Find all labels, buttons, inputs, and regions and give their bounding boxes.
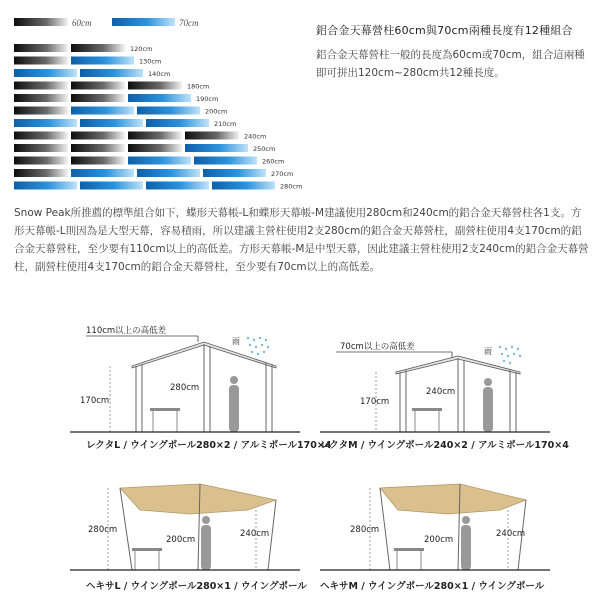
recta-l-caption: レクタL / ウイングポール280×2 / アルミポール170×4 xyxy=(86,440,332,451)
bar-segment-70cm xyxy=(14,119,77,127)
bar-segment-60cm xyxy=(71,82,125,90)
bar-segment-70cm xyxy=(185,144,248,152)
rain-drops-icon xyxy=(499,346,521,364)
rain-label: 雨 xyxy=(484,347,492,356)
pole xyxy=(268,500,276,570)
bar-segment-70cm xyxy=(203,169,266,177)
bar-segment-60cm xyxy=(14,94,68,102)
bar-segment-60cm xyxy=(14,44,68,52)
sub-pole-length: 170cm xyxy=(360,397,390,407)
legend-label-70cm: 70cm xyxy=(179,18,199,28)
bar-segment-70cm xyxy=(128,157,191,165)
bar-segment-70cm xyxy=(71,169,134,177)
recommendation-paragraph: Snow Peak所推薦的標準組合如下，蝶形天幕帳-L和蝶形天幕帳-M建議使用280cm和240cm的鋁合金天幕營柱各1支。方形天幕帳-L則因為是大型天幕，容易積雨，所以建議主營柱使用2支280cm的鋁合金天幕營柱，副營柱使用4支170cm的鋁合金天幕營柱，至少要有110cm以上的高低差。方形天幕帳-M是中型天幕，因此建議主營柱使用2支240cm的鋁合金天幕營柱，副營柱使用4支170cm的鋁合金天幕營柱，至少要有70cm以上的高低差。 xyxy=(14,207,589,273)
left-pole-length: 280cm xyxy=(88,525,118,535)
mid-pole-length: 200cm xyxy=(424,535,454,545)
legend-swatch-70cm xyxy=(112,18,175,26)
bar-segment-70cm xyxy=(14,182,77,190)
bar-segment-60cm xyxy=(14,144,68,152)
rain-drops-icon xyxy=(247,337,269,355)
combination-total-label: 250cm xyxy=(253,145,276,153)
hexa-m-diagram xyxy=(320,470,550,580)
bar-segment-60cm xyxy=(14,57,68,65)
bar-segment-70cm xyxy=(71,107,134,115)
right-pole-length: 240cm xyxy=(240,529,270,539)
bar-segment-70cm xyxy=(137,169,200,177)
bar-segment-70cm xyxy=(128,94,191,102)
height-diff-label: 110cm以上の高低差 xyxy=(86,326,167,336)
table xyxy=(394,548,424,551)
bar-segment-60cm xyxy=(14,157,68,165)
combination-total-label: 210cm xyxy=(214,120,237,128)
bar-segment-60cm xyxy=(128,82,182,90)
table xyxy=(150,408,180,411)
hexa-tarp xyxy=(120,484,276,514)
bar-segment-60cm xyxy=(185,132,239,140)
bar-segment-60cm xyxy=(14,169,68,177)
pole xyxy=(380,488,390,570)
combination-total-label: 180cm xyxy=(187,82,210,91)
combination-total-label: 190cm xyxy=(196,95,219,103)
sub-pole-length: 170cm xyxy=(80,396,110,406)
bar-segment-70cm xyxy=(194,157,257,165)
bar-segment-60cm xyxy=(71,44,125,52)
legend-swatch-60cm xyxy=(14,18,68,26)
pole-combination-chart xyxy=(0,0,303,191)
hexa-l-caption: ヘキサL / ウイングポール280×1 / ウイングポール xyxy=(86,581,307,592)
bar-segment-60cm xyxy=(71,132,125,140)
combination-description: 鋁合金天幕營柱一般的長度為60cm或70cm，組合這兩種即可拼出120cm~280cm共12種長度。 xyxy=(316,49,585,79)
right-pole-length: 240cm xyxy=(496,529,526,539)
left-pole-length: 280cm xyxy=(350,525,380,535)
bar-segment-60cm xyxy=(128,144,182,152)
person-figure xyxy=(461,516,471,570)
bar-segment-70cm xyxy=(146,182,209,190)
combination-title: 鋁合金天幕營柱60cm與70cm兩種長度有12種組合 xyxy=(316,24,573,37)
bar-segment-60cm xyxy=(14,132,68,140)
bar-segment-60cm xyxy=(14,82,68,90)
bar-segment-60cm xyxy=(71,157,125,165)
pole xyxy=(120,488,132,570)
hexa-l-diagram xyxy=(70,470,300,580)
combination-total-label: 280cm xyxy=(280,182,303,191)
main-pole-length: 280cm xyxy=(170,383,200,393)
mid-pole-length: 200cm xyxy=(166,535,196,545)
bar-segment-60cm xyxy=(14,107,68,115)
hexa-tarp xyxy=(380,484,526,514)
bar-segment-70cm xyxy=(80,182,143,190)
bar-segment-70cm xyxy=(146,119,209,127)
bar-segment-70cm xyxy=(80,119,143,127)
combination-total-label: 260cm xyxy=(262,157,285,166)
person-figure xyxy=(483,378,493,432)
person-figure xyxy=(229,376,239,432)
recta-l-diagram xyxy=(70,320,300,455)
bar-segment-70cm xyxy=(71,57,134,65)
combination-total-label: 240cm xyxy=(244,132,267,141)
legend-label-60cm: 60cm xyxy=(72,18,92,28)
table xyxy=(132,548,162,551)
combination-total-label: 120cm xyxy=(130,45,153,53)
bar-segment-70cm xyxy=(80,69,143,77)
rain-label: 雨 xyxy=(232,337,240,346)
combination-total-label: 270cm xyxy=(271,170,294,178)
bar-segment-70cm xyxy=(14,69,77,77)
bar-segment-70cm xyxy=(137,107,200,115)
bar-segment-60cm xyxy=(128,132,182,140)
bar-segment-60cm xyxy=(71,94,125,102)
table xyxy=(412,408,442,411)
height-diff-label: 70cm以上の高低差 xyxy=(340,342,415,352)
hexa-m-caption: ヘキサM / ウイングポール280×1 / ウイングポール xyxy=(320,581,545,592)
combination-total-label: 140cm xyxy=(148,70,171,78)
bar-segment-70cm xyxy=(212,182,275,190)
combination-total-label: 130cm xyxy=(139,57,162,66)
main-pole-length: 240cm xyxy=(426,387,456,397)
combination-total-label: 200cm xyxy=(205,107,228,116)
person-figure xyxy=(201,516,211,570)
recta-m-caption: レクタM / ウイングポール240×2 / アルミポール170×4 xyxy=(320,440,569,451)
bar-segment-60cm xyxy=(71,144,125,152)
